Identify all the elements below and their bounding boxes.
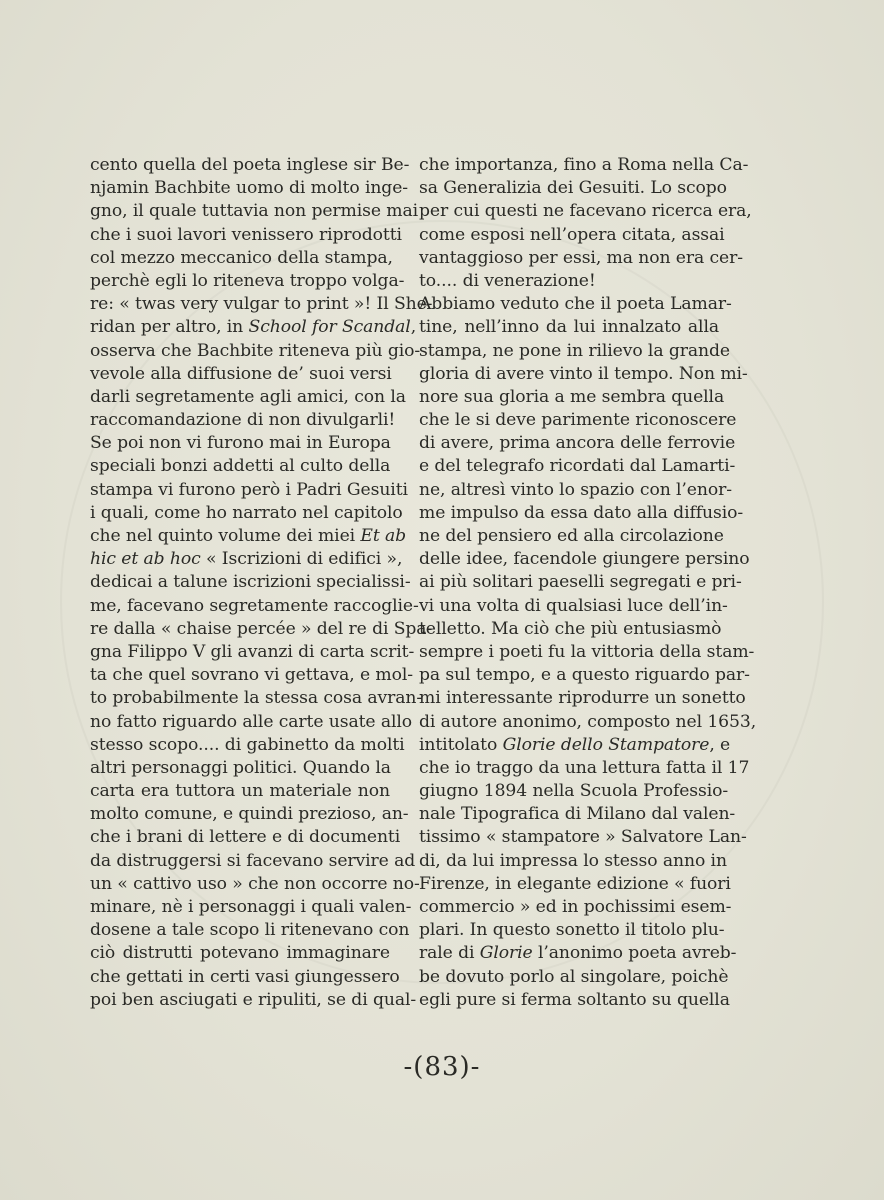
text-line: speciali bonzi addetti al culto della xyxy=(90,456,391,477)
text-line: che i suoi lavori venissero riprodotti xyxy=(90,224,402,245)
text-line: e del telegrafo ricordati dal Lamarti- xyxy=(419,456,736,477)
text-line: per cui questi ne facevano ricerca era, xyxy=(419,201,752,222)
text-line: telletto. Ma ciò che più entusiasmò xyxy=(419,618,722,639)
text-line: perchè egli lo riteneva troppo volga- xyxy=(90,270,405,291)
text-line: altri personaggi politici. Quando la xyxy=(90,757,391,778)
left-text-column xyxy=(90,154,433,1012)
text-line: darli segretamente agli amici, con la xyxy=(90,386,406,407)
text-line: stampa vi furono però i Padri Gesuiti xyxy=(90,479,408,500)
text-line: di autore anonimo, composto nel 1653, xyxy=(419,711,757,732)
text-line: nale Tipografica di Milano dal valen- xyxy=(419,804,736,825)
text-line: poi ben asciugati e ripuliti, se di qual- xyxy=(90,989,417,1010)
text-line: ne del pensiero ed alla circolazione xyxy=(419,526,724,546)
text-line: un « cattivo uso » che non occorre no- xyxy=(90,873,420,894)
text-line: gloria di avere vinto il tempo. Non mi- xyxy=(419,363,748,384)
text-line: dosene a tale scopo li ritenevano con xyxy=(90,920,410,941)
text-line: to probabilmente la stessa cosa avran- xyxy=(90,688,423,709)
text-line: che nel quinto volume dei miei Et ab xyxy=(90,526,407,546)
text-line: rale di Glorie l’anonimo poeta avreb- xyxy=(419,943,737,964)
text-line: gno, il quale tuttavia non permise mai xyxy=(90,201,419,222)
text-line: re: « twas very vulgar to print »! Il She- xyxy=(90,294,433,315)
text-line: re dalla « chaise percée » del re di Spa- xyxy=(90,618,433,639)
text-line: me, facevano segretamente raccoglie- xyxy=(90,595,419,616)
text-line: vi una volta di qualsiasi luce dell’in- xyxy=(419,595,728,616)
text-line: hic et ab hoc « Iscrizioni di edifici », xyxy=(90,549,403,570)
text-line: mi interessante riprodurre un sonetto xyxy=(419,688,746,709)
text-line: come esposi nell’opera citata, assai xyxy=(419,224,725,245)
text-line: stesso scopo.... di gabinetto da molti xyxy=(90,734,405,755)
text-line: di avere, prima ancora delle ferrovie xyxy=(419,433,736,454)
text-line: to.... di venerazione! xyxy=(419,270,596,291)
text-line: delle idee, facendole giungere persino xyxy=(419,549,750,570)
text-line: da distruggersi si facevano servire ad xyxy=(90,850,416,871)
text-line: giugno 1894 nella Scuola Professio- xyxy=(419,781,729,802)
text-line: che io traggo da una lettura fatta il 17 xyxy=(419,757,750,778)
text-line: ridan per altro, in School for Scandal, xyxy=(90,317,417,338)
text-line: ciò distrutti potevano immaginare xyxy=(90,943,390,964)
text-line: col mezzo meccanico della stampa, xyxy=(90,247,393,268)
text-line: tissimo « stampatore » Salvatore Lan- xyxy=(419,827,747,848)
text-line: molto comune, e quindi prezioso, an- xyxy=(90,804,409,825)
right-text-column xyxy=(419,154,757,1012)
text-line: ai più solitari paeselli segregati e pri- xyxy=(419,572,742,593)
text-line: be dovuto porlo al singolare, poichè xyxy=(419,966,729,987)
text-line: me impulso da essa dato alla diffusio- xyxy=(419,502,744,523)
text-line: dedicai a talune iscrizioni specialissi- xyxy=(90,572,411,593)
text-line: ta che quel sovrano vi gettava, e mol- xyxy=(90,665,413,686)
text-line: tine, nell’inno da lui innalzato alla xyxy=(419,317,719,338)
text-line: che i brani di lettere e di documenti xyxy=(90,827,401,848)
text-line: che importanza, fino a Roma nella Ca- xyxy=(419,155,749,175)
text-line: nore sua gloria a me sembra quella xyxy=(419,386,725,407)
text-line: plari. In questo sonetto il titolo plu- xyxy=(419,920,725,941)
text-line: di, da lui impressa lo stesso anno in xyxy=(419,850,727,871)
text-line: sa Generalizia dei Gesuiti. Lo scopo xyxy=(419,178,727,199)
text-line: njamin Bachbite uomo di molto inge- xyxy=(90,178,408,199)
text-line: minare, nè i personaggi i quali valen- xyxy=(90,897,412,917)
page-number: -(83)- xyxy=(403,1052,481,1082)
text-line: ne, altresì vinto lo spazio con l’enor- xyxy=(419,479,732,500)
text-line: egli pure si ferma soltanto su quella xyxy=(419,989,730,1010)
text-line: commercio » ed in pochissimi esem- xyxy=(419,897,732,917)
text-line: carta era tuttora un materiale non xyxy=(90,781,390,802)
text-line: i quali, come ho narrato nel capitolo xyxy=(90,502,403,523)
text-line: Firenze, in elegante edizione « fuori xyxy=(419,873,731,894)
text-line: stampa, ne pone in rilievo la grande xyxy=(419,340,730,361)
text-line: gna Filippo V gli avanzi di carta scrit- xyxy=(90,641,415,662)
text-line: sempre i poeti fu la vittoria della stam- xyxy=(419,641,755,662)
text-line: vevole alla diffusione de’ suoi versi xyxy=(90,363,392,384)
text-line: che le si deve parimente riconoscere xyxy=(419,410,737,431)
text-line: cento quella del poeta inglese sir Be- xyxy=(90,155,410,175)
text-line: intitolato Glorie dello Stampatore, e xyxy=(419,734,731,755)
text-line: raccomandazione di non divulgarli! xyxy=(90,410,396,431)
text-line: no fatto riguardo alle carte usate allo xyxy=(90,711,413,732)
text-line: Abbiamo veduto che il poeta Lamar- xyxy=(419,294,732,315)
text-line: che gettati in certi vasi giungessero xyxy=(90,966,400,987)
text-line: pa sul tempo, e a questo riguardo par- xyxy=(419,665,750,686)
text-line: Se poi non vi furono mai in Europa xyxy=(90,433,391,454)
text-line: vantaggioso per essi, ma non era cer- xyxy=(419,247,743,268)
text-line: osserva che Bachbite riteneva più gio- xyxy=(90,340,421,361)
